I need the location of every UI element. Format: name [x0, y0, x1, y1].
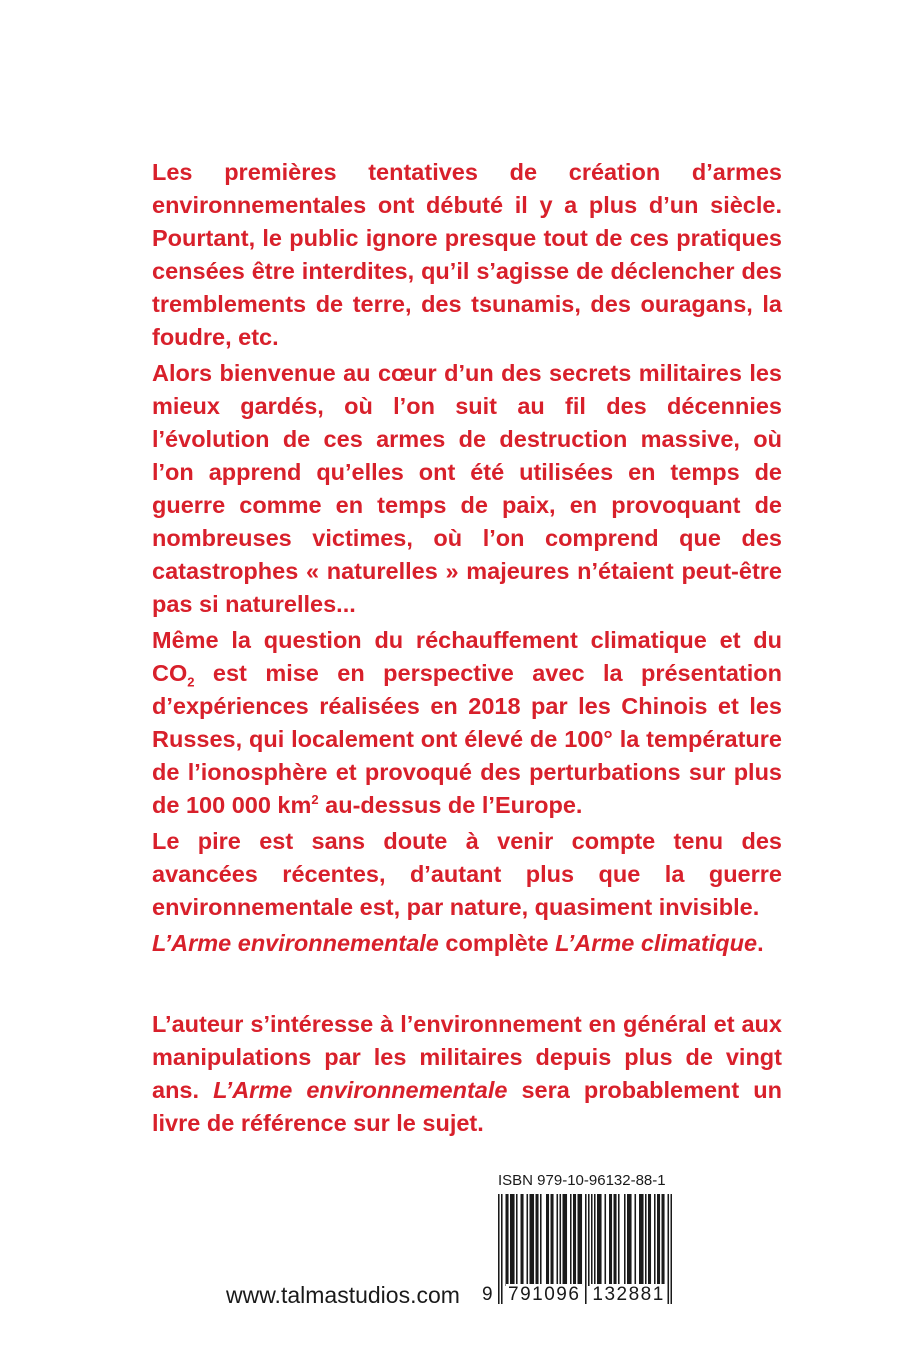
barcode-bar [531, 1194, 533, 1286]
barcode-first-digit: 9 [482, 1284, 493, 1305]
barcode-bar [546, 1194, 548, 1286]
barcode-bar [591, 1194, 593, 1286]
barcode-bar [663, 1194, 665, 1286]
barcode-bar [581, 1194, 583, 1286]
paragraph-secrets: Alors bienvenue au cœur d’un des secrets militaires les mieux gardés, où l’on suit au fil des décennies l’évolution de ces armes de destruction massive, où l’on apprend qu’elles ont été utilisées en temps de guerre comme en temps de paix, en provoquant de nombreuses victimes, où l’on comprend que des catastrophes « naturelles » majeures n’étaient peut-être pas si naturelles... [152, 360, 782, 617]
author-text-a: L’auteur s’intéresse à l’environnement en général et aux manipulations par les militaires depuis plus de vingt ans. [152, 1011, 782, 1103]
barcode-bar [668, 1194, 670, 1304]
barcode-bar [611, 1194, 613, 1286]
barcode-bar [570, 1194, 572, 1286]
barcode-bar [512, 1194, 514, 1286]
barcode-bar [662, 1194, 664, 1286]
barcode-bar [659, 1194, 661, 1286]
back-cover-text [152, 156, 782, 1143]
barcode-bar [671, 1194, 673, 1304]
paragraph-complement [152, 927, 782, 960]
barcode-bar [654, 1194, 656, 1286]
barcode-bar [551, 1194, 553, 1286]
barcode-bar [513, 1194, 515, 1286]
barcode-bar [560, 1194, 562, 1286]
barcode-bar [530, 1194, 532, 1286]
barcode-bar [639, 1194, 641, 1286]
barcode-bar [599, 1194, 601, 1286]
barcode-bar [648, 1194, 650, 1286]
km2-superscript: 2 [311, 792, 319, 808]
barcode-bar [521, 1194, 523, 1286]
barcode-bar [522, 1194, 524, 1286]
barcode-bar [615, 1194, 617, 1286]
barcode-bar [609, 1194, 611, 1286]
climate-text-c: au-dessus de l’Europe. [318, 792, 583, 818]
barcode-bar [566, 1194, 568, 1286]
barcode-bar [552, 1194, 554, 1286]
barcode-bar [594, 1194, 596, 1286]
barcode-bar [641, 1194, 643, 1286]
paragraph-author [152, 1008, 782, 1140]
climate-text-a: Même la question du réchauffement climatique et du CO [152, 627, 782, 686]
barcode-bar [536, 1194, 538, 1286]
barcode-bar [600, 1194, 602, 1286]
barcode-bar [630, 1194, 632, 1286]
author-text-b: sera probablement un livre de référence sur le sujet. [152, 1077, 782, 1136]
barcode-bar [537, 1194, 539, 1286]
barcode-bar [597, 1194, 599, 1286]
climate-text-b: est mise en perspective avec la présentation d’expériences réalisées en 2018 par les Chinois et les Russes, qui localement ont élevé de 100° la température de l’ionosphère et provoqué des perturbations sur plus de 100 000 km [152, 660, 782, 818]
barcode-bar [516, 1194, 518, 1286]
barcode-bar [506, 1194, 508, 1286]
barcode-bar [579, 1194, 581, 1286]
barcode-bar [557, 1194, 559, 1286]
book-title-climatique: L’Arme climatique [555, 930, 758, 956]
barcode-bar [614, 1194, 616, 1286]
barcode-bar [650, 1194, 652, 1286]
barcode-bar [629, 1194, 631, 1286]
barcode-bar [575, 1194, 577, 1286]
barcode-bar [578, 1194, 580, 1286]
barcode-digits [482, 1284, 667, 1306]
barcode-bar [657, 1194, 659, 1286]
barcode-bar [527, 1194, 529, 1286]
barcode-bar [642, 1194, 644, 1286]
complement-end: . [757, 930, 764, 956]
barcode-left-digits: 791096 [508, 1284, 581, 1305]
book-title-environnementale: L’Arme environnementale [152, 930, 439, 956]
website-url: www.talmastudios.com [226, 1282, 460, 1308]
barcode-bar [510, 1194, 512, 1286]
isbn-label: ISBN 979-10-96132-88-1 [498, 1172, 666, 1189]
book-title-author: L’Arme environnementale [213, 1077, 508, 1103]
barcode-bar [563, 1194, 565, 1286]
barcode-bar [533, 1194, 535, 1286]
paragraph-intro: Les premières tentatives de création d’armes environnementales ont débuté il y a plus d’un siècle. Pourtant, le public ignore presque tout de ces pratiques censées être interdites, qu’il s’agisse de déclencher des tremblements de terre, des tsunamis, des ouragans, la foudre, etc. [152, 159, 782, 350]
barcode-bar [624, 1194, 626, 1286]
paragraph-climate [152, 624, 782, 822]
barcode-right-digits: 132881 [592, 1284, 665, 1305]
barcode-bar [618, 1194, 620, 1286]
barcode-bar [605, 1194, 607, 1286]
barcode-bar [507, 1194, 509, 1286]
barcode-bar [573, 1194, 575, 1286]
barcode-bar [564, 1194, 566, 1286]
co2-subscript: 2 [187, 674, 195, 690]
barcode-bar [588, 1194, 590, 1286]
barcode-bar [635, 1194, 637, 1286]
barcode-bar [548, 1194, 550, 1286]
paragraph-worst: Le pire est sans doute à venir compte tenu des avancées récentes, d’autant plus que la guerre environnementale est, par nature, quasiment invisible. [152, 828, 782, 920]
barcode-bar [645, 1194, 647, 1286]
complement-mid: complète [438, 930, 556, 956]
barcode-bar [540, 1194, 542, 1286]
barcode-bar [627, 1194, 629, 1286]
